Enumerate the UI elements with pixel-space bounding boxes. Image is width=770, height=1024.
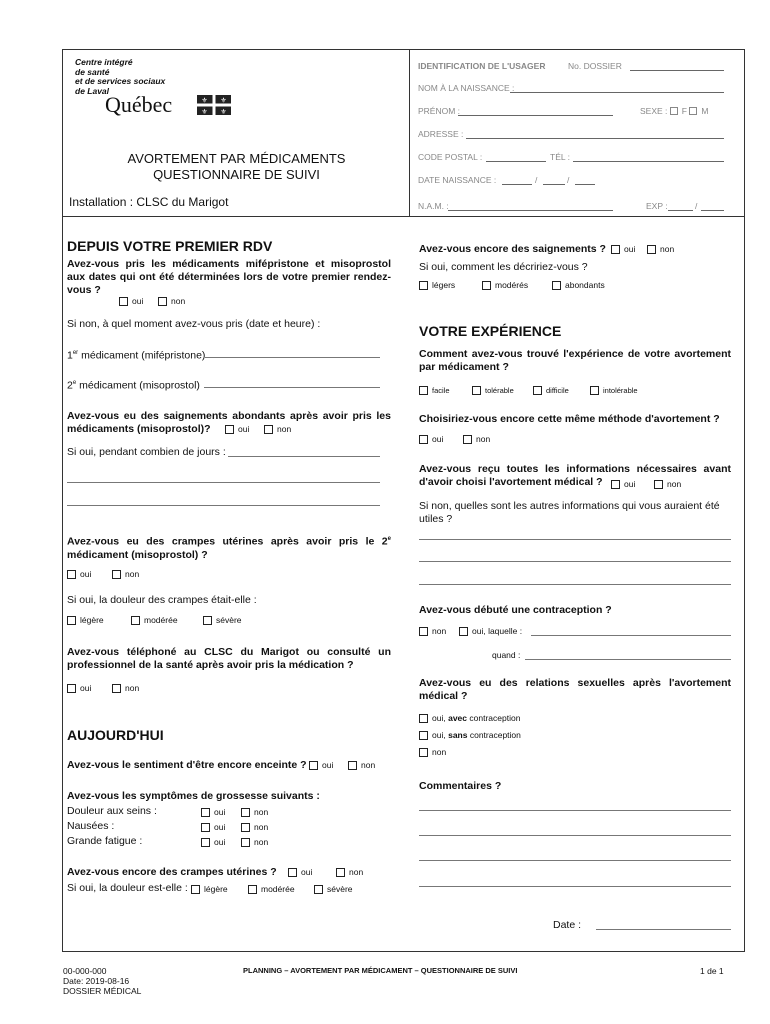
exp-year-field[interactable] (701, 210, 724, 211)
form-dossier: DOSSIER MÉDICAL (63, 986, 142, 996)
sexe-f-checkbox[interactable] (670, 107, 678, 115)
q4-oui-option[interactable] (67, 683, 91, 693)
checkbox[interactable] (67, 570, 76, 579)
option-label: non (432, 626, 447, 636)
q13-non-option[interactable] (419, 747, 446, 757)
q13-oui-sans-option[interactable] (419, 730, 521, 740)
option-label: tolérable (485, 386, 514, 395)
nausees-non-option[interactable] (241, 822, 268, 832)
option-label: non (254, 807, 269, 817)
option-label: facile (432, 386, 450, 395)
date-label: Date : (553, 919, 582, 931)
option-label: sévère (327, 884, 353, 894)
checkbox[interactable] (67, 684, 76, 693)
contraception-laquelle-field[interactable] (531, 635, 731, 636)
comment-line[interactable] (419, 810, 731, 811)
checkbox[interactable] (533, 386, 542, 395)
q3-moderee-option[interactable] (131, 615, 178, 625)
q8-non-option[interactable] (647, 244, 674, 254)
med1-number: 1 (67, 349, 73, 362)
question-saignements-encore (419, 243, 606, 256)
question-meme-methode (419, 413, 720, 426)
option-label-bold: avec (448, 713, 468, 723)
checkbox[interactable] (419, 281, 428, 290)
sexe-label: SEXE : (640, 106, 668, 116)
checkbox[interactable] (241, 838, 250, 847)
organization-name (75, 58, 165, 96)
page-number: 1 de 1 (700, 966, 724, 976)
med2-number: 2 (67, 379, 73, 392)
option-label: oui (432, 434, 444, 444)
option-label: oui (80, 569, 92, 579)
question-text: Avez-vous téléphoné au CLSC du Marigot ou consulté un professionnel de la santé après avoir pris la médication ? (67, 646, 391, 671)
no-dossier-label: No. DOSSIER (568, 61, 622, 71)
symptom-label: Grande fatigue : (67, 835, 143, 847)
option-label: oui (214, 807, 226, 817)
question-text: Avez-vous reçu toutes les informations nécessaires avant d'avoir choisi l'avortement médical ? (419, 463, 731, 488)
footer-title: PLANNING – AVORTEMENT PAR MÉDICAMENT – QUESTIONNAIRE DE SUIVI (243, 966, 518, 975)
checkbox[interactable] (552, 281, 561, 290)
nom-field[interactable] (510, 92, 724, 93)
option-label: oui (322, 760, 334, 770)
q1-oui-option[interactable] (119, 296, 143, 306)
question-experience (419, 348, 731, 374)
exp-label: EXP : (646, 201, 668, 211)
checkbox[interactable] (611, 480, 620, 489)
prenom-label: PRÉNOM : (418, 106, 461, 116)
form-code: 00-000-000 (63, 966, 107, 976)
q5-oui-option[interactable] (309, 760, 333, 770)
q2-non-option[interactable] (264, 424, 291, 434)
q9-facile-option[interactable] (419, 386, 450, 395)
checkbox[interactable] (191, 885, 200, 894)
sexe-f-label: F (681, 106, 687, 116)
date-naissance-year-field[interactable] (575, 184, 595, 185)
option-label: sévère (216, 615, 242, 625)
q7-legere-option[interactable] (191, 884, 228, 894)
q7-severe-option[interactable] (314, 884, 353, 894)
quebec-flag-icon (197, 95, 231, 115)
date-naissance-label: DATE NAISSANCE : (418, 175, 497, 185)
option-label: oui, laquelle : (472, 626, 523, 636)
option-label: intolérable (603, 386, 638, 395)
org-line: de Laval (75, 85, 110, 96)
question-telephone-clsc (67, 646, 391, 672)
med2-label (67, 377, 200, 393)
fatigue-non-option[interactable] (241, 837, 268, 847)
option-label: légère (204, 884, 228, 894)
q12-oui-option[interactable] (459, 626, 522, 636)
checkbox[interactable] (459, 627, 468, 636)
q1-sub-text: Si non, à quel moment avez-vous pris (date et heure) : (67, 318, 321, 330)
question-crampes-encore (67, 866, 277, 879)
option-label: oui (238, 424, 250, 434)
fatigue-oui-option[interactable] (201, 837, 225, 847)
comment-line[interactable] (419, 860, 731, 861)
q2-sub-text: Si oui, pendant combien de jours : (67, 446, 226, 458)
option-label: non (361, 760, 376, 770)
option-label: non (254, 837, 269, 847)
q8-sub-text: Si oui, comment les décririez-vous ? (419, 261, 588, 273)
option-label: modérés (495, 280, 529, 290)
q2-oui-option[interactable] (225, 424, 249, 434)
q5-non-option[interactable] (348, 760, 375, 770)
installation: Installation : CLSC du Marigot (69, 195, 229, 209)
option-label: modérée (261, 884, 295, 894)
exp-month-field[interactable] (668, 210, 693, 211)
nausees-oui-option[interactable] (201, 822, 225, 832)
q3-oui-option[interactable] (67, 569, 91, 579)
med2-text: médicament (misoprostol) (79, 379, 200, 392)
q11-oui-option[interactable] (611, 479, 635, 489)
question-text: Avez-vous débuté une contraception ? (419, 604, 612, 616)
question-sup: e (387, 536, 391, 542)
option-label: non (254, 822, 269, 832)
sexe-m-label: M (701, 106, 709, 116)
q9-intolerable-option[interactable] (590, 386, 638, 395)
checkbox[interactable] (647, 245, 656, 254)
q3-legere-option[interactable] (67, 615, 104, 625)
question-medicaments-pris (67, 258, 391, 297)
q13-oui-avec-option[interactable] (419, 713, 520, 723)
q10-oui-option[interactable] (419, 434, 443, 444)
option-label: non (660, 244, 675, 254)
tel-field[interactable] (573, 161, 724, 162)
nam-label: N.A.M. : (418, 201, 449, 211)
question-text: Avez-vous le sentiment d'être encore enceinte ? (67, 759, 307, 771)
option-label: légère (80, 615, 104, 625)
checkbox[interactable] (419, 714, 428, 723)
option-label: oui (624, 244, 636, 254)
checkbox[interactable] (482, 281, 491, 290)
section-title-experience: VOTRE EXPÉRIENCE (419, 323, 562, 339)
checkbox[interactable] (654, 480, 663, 489)
checkbox[interactable] (201, 838, 210, 847)
question-text: Avez-vous pris les médicaments mifépristone et misoprostol aux dates qui ont été déterminées lors de votre premier rendez-vous ? (67, 258, 391, 296)
answer-line[interactable] (419, 539, 731, 540)
q7-oui-option[interactable] (288, 867, 312, 877)
date-separator: / (567, 175, 570, 185)
org-line: et de services sociaux (75, 76, 166, 86)
svg-text:⚜: ⚜ (201, 109, 208, 115)
document-title (63, 151, 410, 183)
option-label: contraception (469, 713, 521, 723)
adresse-field[interactable] (466, 138, 724, 139)
q10-non-option[interactable] (463, 434, 490, 444)
org-line: de santé (75, 66, 110, 77)
q11-sub-text: Si non, quelles sont les autres informations qui vous auraient été utiles ? (419, 500, 720, 525)
option-label: non (125, 683, 140, 693)
checkbox[interactable] (67, 616, 76, 625)
checkbox[interactable] (241, 823, 250, 832)
med1-text: médicament (mifépristone) (81, 349, 206, 362)
option-label: oui (624, 479, 636, 489)
option-label: non (667, 479, 682, 489)
question-crampes-apres (67, 533, 391, 562)
q7-non-option[interactable] (336, 867, 363, 877)
option-label: non (277, 424, 292, 434)
checkbox[interactable] (463, 435, 472, 444)
q3-sub-text: Si oui, la douleur des crampes était-elle : (67, 594, 257, 606)
checkbox[interactable] (314, 885, 323, 894)
sexe-group (640, 106, 708, 116)
checkbox[interactable] (112, 570, 121, 579)
nom-label: NOM À LA NAISSANCE : (418, 83, 515, 93)
option-label: oui (132, 296, 144, 306)
option-label: oui (214, 822, 226, 832)
question-encore-enceinte (67, 759, 307, 772)
checkbox[interactable] (158, 297, 167, 306)
form-date: Date: 2019-08-16 (63, 976, 130, 986)
answer-line[interactable] (419, 561, 731, 562)
date-field[interactable] (596, 929, 731, 930)
option-label: modérée (144, 615, 178, 625)
answer-line[interactable] (419, 584, 731, 585)
q2-days-field[interactable] (228, 456, 380, 457)
contraception-quand-field[interactable] (525, 659, 731, 660)
commentaires-label (419, 780, 501, 793)
checkbox[interactable] (472, 386, 481, 395)
option-label: non (171, 296, 186, 306)
answer-line[interactable] (67, 482, 380, 483)
checkbox[interactable] (201, 823, 210, 832)
question-text: Comment avez-vous trouvé l'expérience de votre avortement par médicament ? (419, 348, 731, 373)
checkbox[interactable] (203, 616, 212, 625)
checkbox[interactable] (419, 748, 428, 757)
checkbox[interactable] (288, 868, 297, 877)
answer-line[interactable] (67, 505, 380, 506)
question-text: Commentaires ? (419, 780, 502, 792)
checkbox[interactable] (419, 435, 428, 444)
svg-text:⚜: ⚜ (220, 109, 227, 115)
question-text: Avez-vous eu des relations sexuelles après l'avortement médical ? (419, 677, 731, 702)
comment-line[interactable] (419, 835, 731, 836)
checkbox[interactable] (241, 808, 250, 817)
title-line-1: AVORTEMENT PAR MÉDICAMENTS (127, 151, 346, 166)
option-label: contraception (469, 730, 521, 740)
quebec-wordmark: Québec (105, 92, 173, 117)
option-label: oui, (432, 713, 446, 723)
q3-non-option[interactable] (112, 569, 139, 579)
q7-sub-text: Si oui, la douleur est-elle : (67, 882, 188, 894)
q11-non-option[interactable] (654, 479, 681, 489)
option-label: légers (432, 280, 456, 290)
option-label: non (476, 434, 491, 444)
checkbox[interactable] (264, 425, 273, 434)
question-symptomes (67, 790, 320, 803)
q3-severe-option[interactable] (203, 615, 242, 625)
symptom-label: Douleur aux seins : (67, 805, 157, 817)
option-label: non (125, 569, 140, 579)
question-text: Avez-vous les symptômes de grossesse suivants : (67, 790, 320, 802)
q9-tolerable-option[interactable] (472, 386, 514, 395)
date-separator: / (695, 201, 698, 211)
question-informations (419, 463, 731, 489)
q1-non-option[interactable] (158, 296, 185, 306)
question-relations (419, 677, 731, 703)
q8-legers-option[interactable] (419, 280, 455, 290)
option-label: non (349, 867, 364, 877)
q9-difficile-option[interactable] (533, 386, 569, 395)
date-separator: / (535, 175, 538, 185)
option-label: non (432, 747, 447, 757)
checkbox[interactable] (336, 868, 345, 877)
title-line-2: QUESTIONNAIRE DE SUIVI (153, 167, 320, 182)
q8-moderes-option[interactable] (482, 280, 528, 290)
no-dossier-field[interactable] (630, 70, 724, 71)
section-title-aujourdhui: AUJOURD'HUI (67, 727, 164, 743)
date-naissance-day-field[interactable] (502, 184, 532, 185)
code-postal-label: CODE POSTAL : (418, 152, 483, 162)
q8-oui-option[interactable] (611, 244, 635, 254)
med1-answer-field[interactable] (205, 357, 380, 358)
identification-label: IDENTIFICATION DE L'USAGER (418, 61, 546, 71)
checkbox[interactable] (590, 386, 599, 395)
prenom-field[interactable] (458, 115, 613, 116)
option-label: oui (80, 683, 92, 693)
checkbox[interactable] (201, 808, 210, 817)
org-line: Centre intégré (75, 57, 133, 67)
sexe-m-checkbox[interactable] (689, 107, 697, 115)
option-label: difficile (546, 386, 569, 395)
section-title-depuis: DEPUIS VOTRE PREMIER RDV (67, 238, 273, 254)
date-naissance-month-field[interactable] (543, 184, 565, 185)
adresse-label: ADRESSE : (418, 129, 464, 139)
med2-answer-field[interactable] (204, 387, 380, 388)
seins-oui-option[interactable] (201, 807, 225, 817)
checkbox[interactable] (131, 616, 140, 625)
med2-sup: e (72, 380, 77, 386)
code-postal-field[interactable] (486, 161, 546, 162)
patient-identification-block (410, 50, 744, 217)
question-text: Avez-vous encore des saignements ? (419, 243, 606, 255)
option-label: oui (301, 867, 313, 877)
med1-label (67, 347, 205, 363)
checkbox[interactable] (419, 386, 428, 395)
med1-sup: er (72, 350, 79, 356)
question-text: Avez-vous eu des saignements abondants après avoir pris les médicaments (misoprostol)? (67, 410, 391, 435)
tel-label: TÉL : (550, 152, 570, 162)
seins-non-option[interactable] (241, 807, 268, 817)
symptom-label: Nausées : (67, 820, 115, 832)
option-label: abondants (565, 280, 605, 290)
checkbox[interactable] (225, 425, 234, 434)
question-text: Avez-vous encore des crampes utérines ? (67, 866, 277, 878)
checkbox[interactable] (419, 627, 428, 636)
checkbox[interactable] (611, 245, 620, 254)
question-contraception (419, 604, 612, 617)
question-text: médicament (misoprostol) ? (67, 548, 208, 561)
checkbox[interactable] (119, 297, 128, 306)
q12-non-option[interactable] (419, 626, 446, 636)
q4-non-option[interactable] (112, 683, 139, 693)
footer-left (63, 966, 141, 996)
checkbox[interactable] (248, 885, 257, 894)
checkbox[interactable] (112, 684, 121, 693)
checkbox[interactable] (419, 731, 428, 740)
option-label-bold: sans (448, 730, 468, 740)
question-text: Choisiriez-vous encore cette même méthode d'avortement ? (419, 413, 720, 425)
header-left (63, 50, 410, 217)
comment-line[interactable] (419, 886, 731, 887)
checkbox[interactable] (348, 761, 357, 770)
nam-field[interactable] (448, 210, 613, 211)
option-label: oui (214, 837, 226, 847)
quand-label: quand : (492, 650, 521, 660)
q7-moderee-option[interactable] (248, 884, 295, 894)
option-label: oui, (432, 730, 446, 740)
q8-abondants-option[interactable] (552, 280, 605, 290)
checkbox[interactable] (309, 761, 318, 770)
question-text: Avez-vous eu des crampes utérines après avoir pris le 2 (67, 535, 388, 548)
svg-text:⚜: ⚜ (220, 97, 227, 105)
svg-text:⚜: ⚜ (201, 97, 208, 105)
